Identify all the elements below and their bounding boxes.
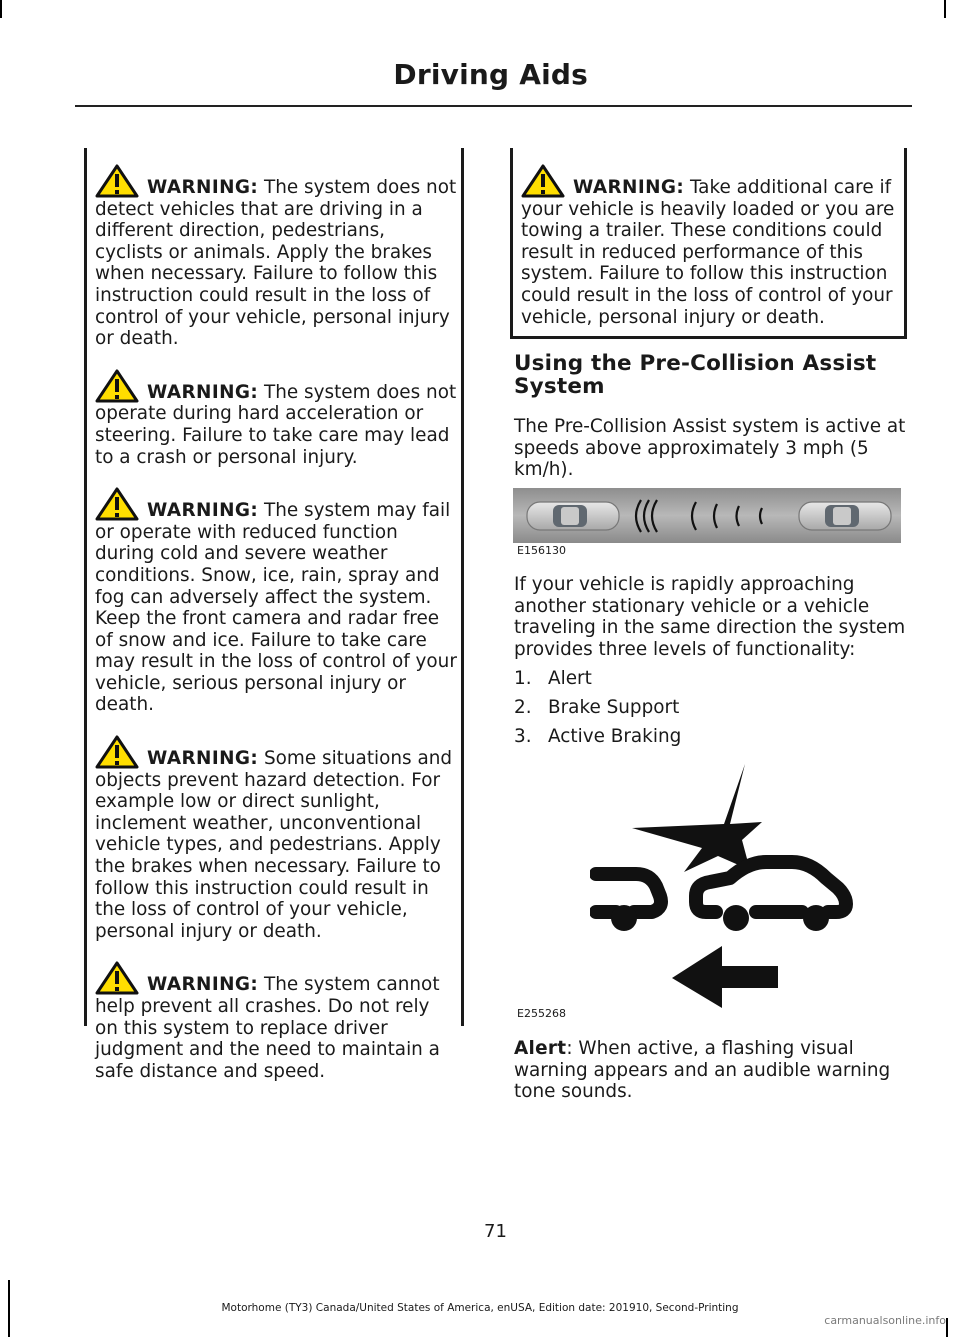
list-item [514, 697, 681, 726]
crop-mark-bottom-right [946, 1318, 948, 1337]
warning-label: WARNING: [147, 177, 259, 198]
warning-triangle-icon [95, 164, 139, 198]
warning-1 [95, 158, 457, 350]
crop-mark-top-right [944, 0, 946, 18]
warning-triangle-icon [521, 164, 565, 198]
target-vehicle [799, 502, 891, 530]
crop-mark-top-left [0, 0, 2, 18]
warning-text: Take additional care if your vehicle is heavily loaded or you are towing a trailer. These conditions could result in reduced performance of this system. Failure to follow this instruction could result in the loss of control of your vehicle, personal injury or death. [521, 177, 895, 328]
warning-triangle-icon [95, 735, 139, 769]
section-heading: Using the Pre-Collision Assist System [514, 351, 877, 399]
list-item [514, 726, 681, 755]
warning-text: Some situations and objects prevent hazard detection. For example low or direct sunlight, inclement weather, unconventional vehicle types, and pedestrians. Apply the brakes when necessary. Failure to follow this instruction could result in the loss of control of your vehicle, personal injury or death. [95, 748, 453, 942]
figure-id-label: E156130 [517, 544, 566, 557]
own-vehicle [527, 502, 619, 530]
warning-triangle-icon [95, 961, 139, 995]
page-title: Driving Aids [393, 58, 588, 91]
warning-text: The system does not operate during hard acceleration or steering. Failure to take care may lead to a crash or personal injury. [95, 381, 457, 468]
warning-label: WARNING: [147, 748, 259, 770]
warning-5 [95, 955, 457, 1082]
warning-triangle-icon [95, 487, 139, 521]
list-item [514, 668, 681, 697]
alert-description [514, 1038, 907, 1103]
list-number: 2. [514, 697, 532, 718]
warning-3 [95, 481, 457, 716]
warning-text: The system may fail or operate with reduced function during cold and severe weather conditions. Snow, ice, rain, spray and fog can adversely affect the system. Keep the front camera and radar free of snow and ice. Failure to take care may result in the loss of control of your vehicle, serious personal injury or death. [95, 500, 457, 716]
alert-term: Alert [514, 1038, 567, 1059]
page-number: 71 [484, 1221, 507, 1242]
warning-label: WARNING: [573, 177, 685, 198]
list-number: 1. [514, 668, 532, 689]
impact-star-icon [632, 764, 762, 872]
warning-label: WARNING: [147, 974, 259, 996]
collision-warning-icon [590, 762, 860, 1012]
warnings-box-right [510, 148, 907, 339]
front-vehicle-outline [696, 862, 846, 912]
warning-label: WARNING: [147, 381, 259, 403]
warning-label: WARNING: [147, 500, 259, 522]
warning-text: The system cannot help prevent all crashes. Do not rely on this system to replace driver judgment and the need to maintain a safe distance and speed. [95, 974, 440, 1082]
intro-paragraph: The Pre-Collision Assist system is active at speeds above approximately 3 mph (5 km/h). [514, 416, 906, 481]
warning-4 [95, 729, 457, 942]
edition-footer: Motorhome (TY3) Canada/United States of America, enUSA, Edition date: 201910, Second-Printing [221, 1302, 739, 1314]
warning-triangle-icon [95, 369, 139, 403]
radar-detection-illustration [513, 488, 901, 543]
list-label: Active Braking [548, 726, 682, 747]
warning-text: The system does not detect vehicles that are driving in a different direction, pedestrians, cyclists or animals. Apply the brakes when necessary. Failure to follow this instruction could result in the loss of control of your vehicle, personal injury or death. [95, 177, 457, 350]
list-number: 3. [514, 726, 532, 747]
functionality-levels-list [514, 668, 681, 755]
alert-text: : When active, a flashing visual warning appears and an audible warning tone sounds. [514, 1038, 891, 1103]
list-label: Brake Support [548, 697, 680, 718]
warning-2 [95, 363, 457, 468]
watermark: carmanualsonline.info [824, 1314, 946, 1327]
header-divider [75, 105, 912, 107]
arrow-left-icon [672, 946, 778, 1008]
body-paragraph: If your vehicle is rapidly approaching another stationary vehicle or a vehicle traveling in the same direction the system provides three levels of functionality: [514, 574, 906, 660]
warning-6 [521, 148, 898, 328]
warnings-box-left [84, 148, 464, 1082]
figure-id-label: E255268 [517, 1007, 566, 1020]
list-label: Alert [548, 668, 592, 689]
